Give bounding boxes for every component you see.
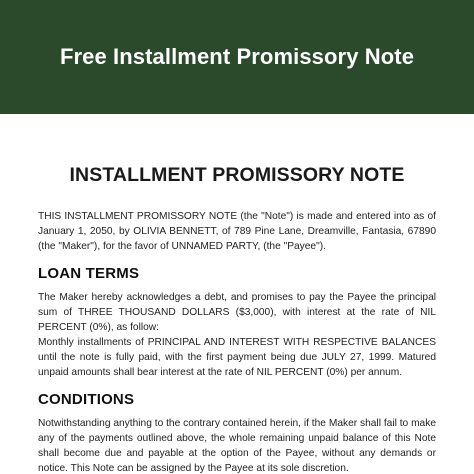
loan-terms-section [38, 264, 436, 380]
section-heading-loan-terms: LOAN TERMS [38, 265, 140, 282]
banner-title: Free Installment Promissory Note [59, 44, 415, 69]
header-banner [0, 0, 474, 114]
loan-terms-installments-paragraph: Monthly installments of PRINCIPAL AND INTEREST WITH RESPECTIVE BALANCES until the note is fully paid, with the first payment being due JULY 27, 1999. Matured unpaid amounts shall bear interest at the rate of NIL PERCENT (0%) per annum. [38, 337, 436, 378]
document-body [0, 163, 474, 474]
conditions-paragraph: Notwithstanding anything to the contrary contained herein, if the Maker shall fail to make any of the payments outlined above, the whole remaining unpaid balance of this Note shall become due and payable at the option of the Payee, without any demands or notice. This Note can be assigned by the Payee at its sole discretion. [38, 418, 436, 474]
loan-terms-paragraph: The Maker hereby acknowledges a debt, and promises to pay the Payee the principal sum of THREE THOUSAND DOLLARS ($3,000), with interest at the rate of NIL PERCENT (0%), as follow: [38, 292, 436, 333]
conditions-section [38, 390, 436, 474]
intro-paragraph: THIS INSTALLMENT PROMISSORY NOTE (the "Note") is made and entered into as of January 1, 2050, by OLIVIA BENNETT, of 789 Pine Lane, Dreamville, Fantasia, 67890 (the "Maker"), for the favor of UNNAMED PARTY, (the "Payee"). [38, 211, 436, 252]
document-title: INSTALLMENT PROMISSORY NOTE [69, 164, 405, 186]
section-heading-conditions: CONDITIONS [38, 391, 135, 408]
